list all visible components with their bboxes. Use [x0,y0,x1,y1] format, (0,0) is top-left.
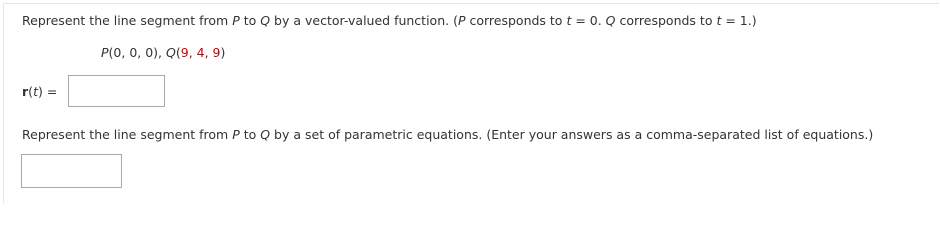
point-p-label: P [101,45,109,60]
point-q-open: ( [175,45,181,60]
q1-t2: t [716,13,722,28]
q2-q: Q [260,127,271,142]
question-2-text [22,127,873,142]
point-q-label: Q [166,45,176,60]
q1-q: Q [260,13,271,28]
r-symbol: r [22,84,29,99]
q1-text-g: = 1.) [721,13,757,28]
question-1-text [22,13,757,28]
vector-function-answer-input[interactable] [68,75,165,107]
q1-t1: t [566,13,572,28]
q2-text-b: to [239,127,261,142]
q1-text-a: Represent the line segment from [22,13,233,28]
given-points [101,45,225,60]
q1-text-c: by a vector-valued function. ( [270,13,458,28]
q2-p: P [232,127,240,142]
q1-p2: P [457,13,466,28]
q1-p: P [232,13,240,28]
q1-q2: Q [605,13,616,28]
r-t-variable: t [33,84,38,99]
parametric-equations-answer-input[interactable] [21,154,122,188]
r-close-paren: ) [37,84,43,99]
q2-text-c: by a set of parametric equations. (Enter your answers as a comma-separated list of equations.) [270,127,874,142]
r-open-paren: ( [28,84,34,99]
q1-text-f: corresponds to [615,13,717,28]
point-p-coords: (0, 0, 0), [108,45,163,60]
q1-text-e: = 0. [571,13,606,28]
r-equals: = [42,84,58,99]
r-of-t-label [22,84,57,99]
q2-text-a: Represent the line segment from [22,127,233,142]
q1-text-d: corresponds to [465,13,567,28]
point-q-coords: 9, 4, 9 [180,45,221,60]
point-q-close: ) [220,45,226,60]
q1-text-b: to [239,13,261,28]
